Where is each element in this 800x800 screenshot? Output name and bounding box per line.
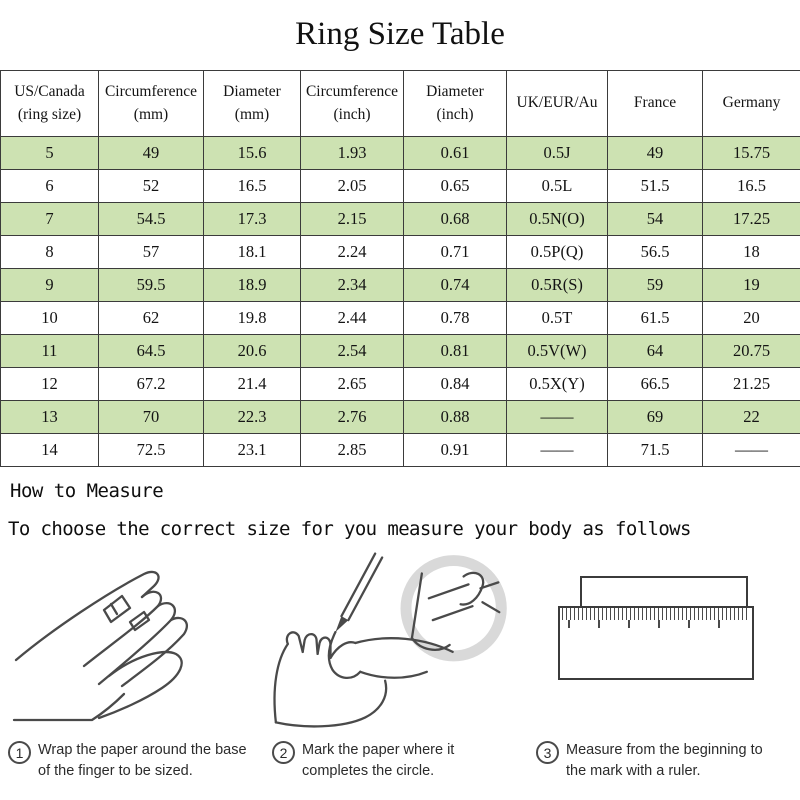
step-2-number-badge: 2 [272,741,295,764]
header-line: (inch) [436,105,474,123]
table-row [1,434,800,467]
header-line: Circumference [104,83,198,101]
table-cell: 59 [608,269,703,302]
table-row [1,236,800,269]
table-cell: 20.6 [204,335,301,368]
hand-with-paper-strip-illustration [0,548,258,735]
table-row [1,137,800,170]
table-cell: 16.5 [204,170,301,203]
table-cell: 49 [608,137,703,170]
table-cell: 18 [703,236,800,269]
table-cell: 69 [608,401,703,434]
table-row [1,170,800,203]
table-cell: 0.5L [507,170,608,203]
table-cell: 9 [1,269,99,302]
header-line: UK/EUR/Au [516,94,598,112]
table-cell: —— [507,434,608,467]
ruler-shape [558,606,754,680]
table-cell: 0.71 [404,236,507,269]
ruler-fine-ticks [562,608,750,620]
table-cell: 56.5 [608,236,703,269]
col-header-circumference-mm [99,71,204,137]
table-cell: 2.85 [301,434,404,467]
table-cell: 15.75 [703,137,800,170]
table-cell: 64.5 [99,335,204,368]
table-cell: 8 [1,236,99,269]
table-cell: 21.4 [204,368,301,401]
table-cell: 62 [99,302,204,335]
pencil-tip [335,616,348,632]
step-3-text: Measure from the beginning to the mark with a ruler. [566,742,763,780]
measure-figures-row [0,548,800,730]
table-cell: 52 [99,170,204,203]
table-cell: 0.84 [404,368,507,401]
table-cell: 0.5R(S) [507,269,608,302]
table-cell: 17.3 [204,203,301,236]
col-header-diameter-inch [404,71,507,137]
table-cell: 2.34 [301,269,404,302]
table-cell: 19.8 [204,302,301,335]
table-cell: 13 [1,401,99,434]
table-row [1,302,800,335]
table-cell: 12 [1,368,99,401]
mark-paper-sketch [258,548,546,730]
table-cell: 0.88 [404,401,507,434]
table-cell: 22 [703,401,800,434]
table-cell: 0.5V(W) [507,335,608,368]
table-cell: 15.6 [204,137,301,170]
step-3-number-badge: 3 [536,741,559,764]
table-cell: 19 [703,269,800,302]
table-cell: 1.93 [301,137,404,170]
table-cell: 7 [1,203,99,236]
table-cell: 0.78 [404,302,507,335]
ring-table-body [1,137,800,467]
table-cell: 54 [608,203,703,236]
ruler-long-ticks [568,620,744,628]
step-1-caption [0,740,272,782]
table-cell: —— [703,434,800,467]
table-cell: —— [507,401,608,434]
header-line: Circumference [305,83,399,101]
table-cell: 0.5J [507,137,608,170]
step-2-text: Mark the paper where it completes the circle. [302,742,455,780]
step-1-text: Wrap the paper around the base of the finger to be sized. [38,742,247,780]
header-line: France [633,94,677,112]
table-cell: 5 [1,137,99,170]
table-cell: 72.5 [99,434,204,467]
table-cell: 2.76 [301,401,404,434]
ruler-measuring-paper-illustration [546,548,800,730]
table-cell: 59.5 [99,269,204,302]
table-cell: 2.65 [301,368,404,401]
table-cell: 66.5 [608,368,703,401]
table-cell: 18.9 [204,269,301,302]
header-line: (ring size) [17,105,82,123]
table-cell: 0.5P(Q) [507,236,608,269]
table-row [1,401,800,434]
header-line: (mm) [234,105,270,123]
table-header [1,71,800,137]
table-cell: 11 [1,335,99,368]
table-cell: 0.5X(Y) [507,368,608,401]
table-cell: 0.65 [404,170,507,203]
col-header-uk-eur-au [507,71,608,137]
ring-size-table [0,70,800,467]
table-cell: 14 [1,434,99,467]
table-cell: 64 [608,335,703,368]
table-cell: 54.5 [99,203,204,236]
table-cell: 23.1 [204,434,301,467]
header-line: US/Canada [14,83,85,101]
header-line: Germany [722,94,781,112]
table-cell: 17.25 [703,203,800,236]
table-cell: 2.15 [301,203,404,236]
table-header-row [1,71,800,137]
table-cell: 0.74 [404,269,507,302]
table-cell: 49 [99,137,204,170]
table-row [1,203,800,236]
how-to-measure-heading: How to Measure [10,480,164,502]
table-cell: 20.75 [703,335,800,368]
step-2-caption [272,740,536,782]
table-cell: 22.3 [204,401,301,434]
table-cell: 61.5 [608,302,703,335]
step-1-number-badge: 1 [8,741,31,764]
table-cell: 70 [99,401,204,434]
table-cell: 0.5N(O) [507,203,608,236]
table-cell: 20 [703,302,800,335]
col-header-us-canada [1,71,99,137]
table-cell: 71.5 [608,434,703,467]
table-cell: 10 [1,302,99,335]
col-header-germany [703,71,800,137]
col-header-circumference-inch [301,71,404,137]
table-cell: 6 [1,170,99,203]
measure-instructions-subheading: To choose the correct size for you measure your body as follows [8,518,691,540]
paper-strip-shape [580,576,748,608]
header-line: Diameter [426,83,484,101]
table-row [1,368,800,401]
step-captions-row [0,740,800,782]
col-header-france [608,71,703,137]
header-line: (inch) [333,105,371,123]
marking-paper-with-pencil-illustration [258,548,546,735]
header-line: (mm) [133,105,169,123]
step-3-caption [536,740,792,782]
table-cell: 16.5 [703,170,800,203]
table-row [1,269,800,302]
table-cell: 2.54 [301,335,404,368]
table-cell: 0.81 [404,335,507,368]
table-cell: 0.68 [404,203,507,236]
table-cell: 2.24 [301,236,404,269]
table-cell: 0.61 [404,137,507,170]
table-cell: 18.1 [204,236,301,269]
table-row [1,335,800,368]
table-cell: 57 [99,236,204,269]
table-cell: 2.05 [301,170,404,203]
col-header-diameter-mm [204,71,301,137]
table-cell: 2.44 [301,302,404,335]
table-cell: 67.2 [99,368,204,401]
table-cell: 51.5 [608,170,703,203]
hand-wrap-sketch [0,548,258,730]
table-cell: 0.91 [404,434,507,467]
header-line: Diameter [223,83,281,101]
table-cell: 0.5T [507,302,608,335]
table-cell: 21.25 [703,368,800,401]
page-title: Ring Size Table [295,16,505,52]
